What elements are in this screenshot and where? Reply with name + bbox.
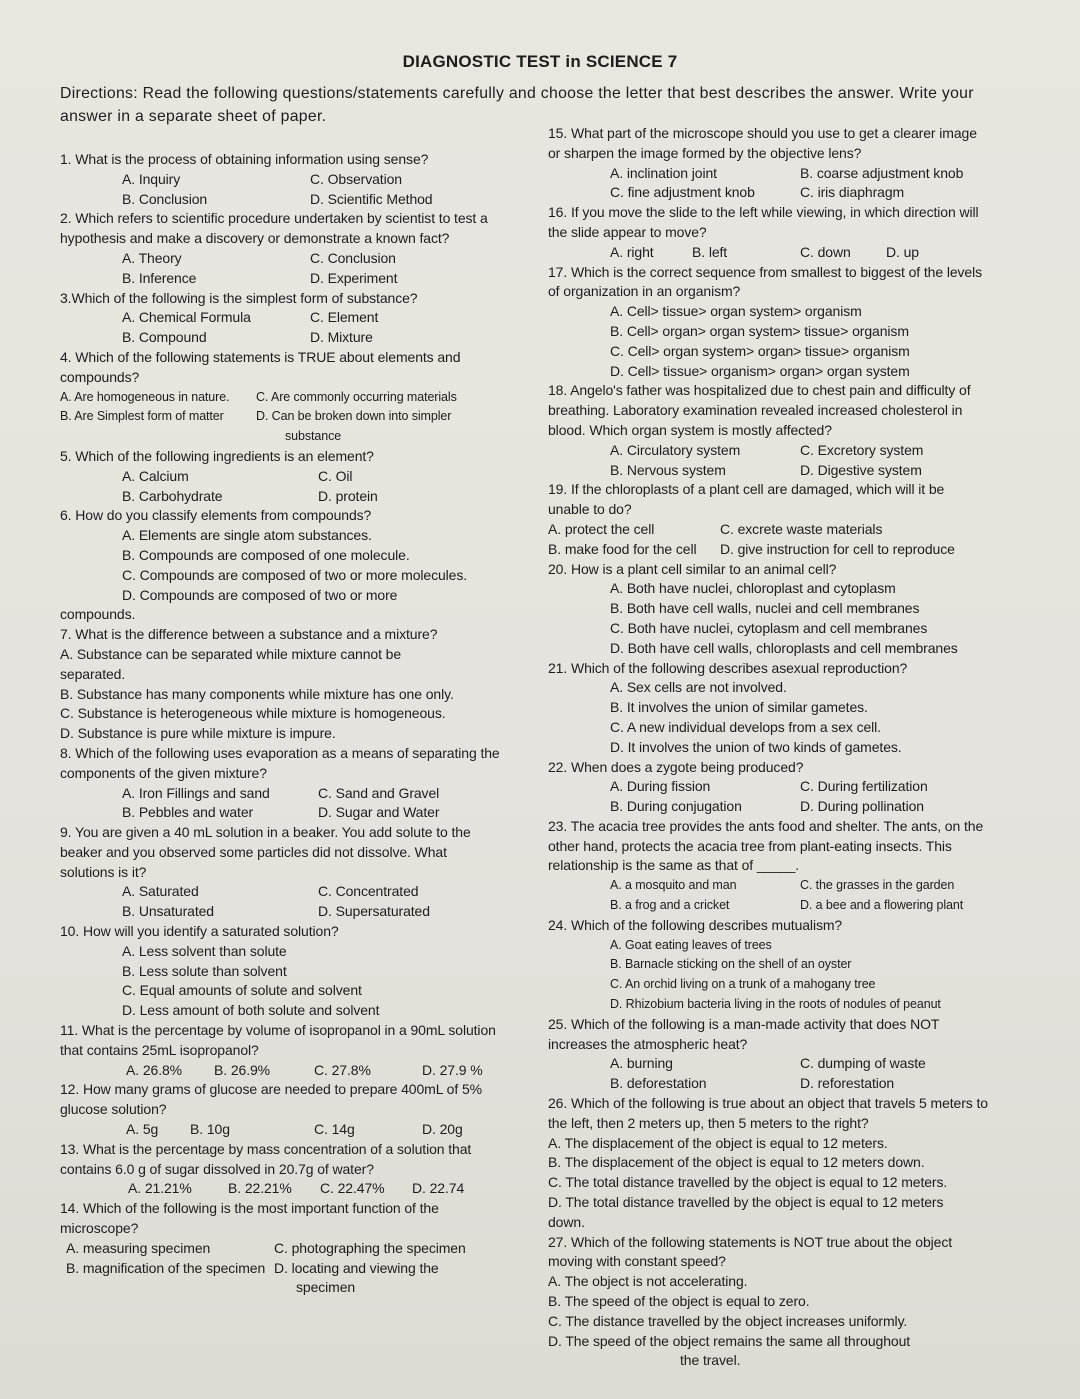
question-text: 22. When does a zygote being produced? <box>548 758 804 775</box>
option-b: B. deforestation <box>610 1075 707 1092</box>
option-c: C. Are commonly occurring materials <box>256 389 457 404</box>
question-23 <box>548 817 988 916</box>
option-a: A. Saturated <box>122 883 199 900</box>
option-b: B. Carbohydrate <box>122 487 223 504</box>
question-11 <box>60 1021 500 1080</box>
option-c: C. Both have nuclei, cytoplasm and cell membranes <box>610 619 928 636</box>
option-d-continued: substance <box>285 429 342 444</box>
question-7 <box>60 625 500 744</box>
question-text: 9. You are given a 40 mL solution in a beaker. You add solute to the beaker and you observed some particles did not dissolve. What solutions is it? <box>60 824 471 880</box>
question-text: 26. Which of the following is true about an object that travels 5 meters to the left, then 2 meters up, then 5 meters to the right? <box>548 1095 988 1131</box>
option-d: D. Mixture <box>310 329 373 346</box>
question-5 <box>60 447 500 506</box>
question-15 <box>548 124 988 203</box>
question-text: 25. Which of the following is a man-made activity that does NOT increases the atmospheric heat? <box>548 1015 940 1052</box>
option-d: D. Cell> tissue> organism> organ> organ system <box>610 362 910 379</box>
option-c: C. Compounds are composed of two or more molecules. <box>122 566 468 583</box>
question-text: 18. Angelo's father was hospitalized due to chest pain and difficulty of breathing. Laboratory examination revealed increased cholesterol in blood. Which organ system is mostly affected? <box>548 382 971 438</box>
question-text: 2. Which refers to scientific procedure undertaken by scientist to test a hypothesis and make a discovery or demonstrate a known fact? <box>60 210 488 247</box>
option-a: A. protect the cell <box>548 520 655 537</box>
question-text: 10. How will you identify a saturated solution? <box>60 923 339 940</box>
option-a: A. burning <box>610 1055 673 1072</box>
question-text: 6. How do you classify elements from compounds? <box>60 507 372 524</box>
option-b: B. Unsaturated <box>122 903 214 920</box>
option-a: A. 5g <box>126 1121 159 1138</box>
option-d: D. It involves the union of two kinds of gametes. <box>610 738 902 755</box>
question-2 <box>60 209 500 288</box>
option-d-continued: the travel. <box>680 1352 741 1369</box>
question-text: 8. Which of the following uses evaporation as a means of separating the components of the given mixture? <box>60 744 500 781</box>
option-c: C. 27.8% <box>314 1061 371 1078</box>
question-19 <box>548 480 988 559</box>
option-a: A. measuring specimen <box>66 1239 211 1256</box>
question-22 <box>548 758 988 817</box>
option-c: C. Excretory system <box>800 441 924 458</box>
option-a: A. Goat eating leaves of trees <box>610 937 772 952</box>
option-a-continued: separated. <box>60 665 126 682</box>
option-a: A. Calcium <box>122 467 189 484</box>
question-text: 13. What is the percentage by mass concentration of a solution that contains 6.0 g of sugar dissolved in 20.7g of water? <box>60 1140 472 1177</box>
option-d: D. Experiment <box>310 269 398 286</box>
option-b: B. Are Simplest form of matter <box>60 409 224 424</box>
option-b: B. Inference <box>122 269 197 286</box>
option-a: A. Inquiry <box>122 170 181 187</box>
option-a: A. Cell> tissue> organ system> organism <box>610 303 862 320</box>
option-b: B. Pebbles and water <box>122 804 254 821</box>
option-d-continued: compounds. <box>60 606 136 623</box>
option-d: D. Sugar and Water <box>318 804 440 821</box>
option-c: C. During fertilization <box>800 778 928 795</box>
option-a: A. Substance can be separated while mixture cannot be <box>60 645 402 662</box>
option-a: A. inclination joint <box>610 164 717 181</box>
question-25 <box>548 1015 988 1094</box>
option-d: D. a bee and a flowering plant <box>800 898 964 913</box>
option-b: B. The speed of the object is equal to zero. <box>548 1293 810 1310</box>
option-b: B. Compound <box>122 329 207 346</box>
option-a: A. 26.8% <box>126 1061 183 1078</box>
option-a: A. Sex cells are not involved. <box>610 679 787 696</box>
left-column <box>60 150 500 1298</box>
option-c: C. Element <box>310 309 379 326</box>
option-b: B. Substance has many components while mixture has one only. <box>60 685 454 702</box>
question-text: 24. Which of the following describes mutualism? <box>548 916 843 933</box>
option-c: C. An orchid living on a trunk of a mahogany tree <box>610 977 876 992</box>
option-a: A. Iron Fillings and sand <box>122 784 270 801</box>
option-a: A. Elements are single atom substances. <box>122 527 372 544</box>
question-text: 12. How many grams of glucose are needed to prepare 400mL of 5% glucose solution? <box>60 1081 482 1118</box>
option-a: A. right <box>610 243 654 260</box>
option-b: B. Compounds are composed of one molecule. <box>122 546 410 563</box>
question-text: 14. Which of the following is the most important function of the microscope? <box>60 1200 439 1237</box>
option-b: B. 22.21% <box>228 1180 292 1197</box>
option-d: D. Both have cell walls, chloroplasts and cell membranes <box>610 639 958 656</box>
question-text: 16. If you move the slide to the left while viewing, in which direction will the slide appear to move? <box>548 204 979 240</box>
right-column <box>548 124 988 1371</box>
option-c: C. Concentrated <box>318 883 419 900</box>
page-title: DIAGNOSTIC TEST in SCIENCE 7 <box>402 52 678 71</box>
question-8 <box>60 744 500 823</box>
option-d: D. reforestation <box>800 1075 895 1092</box>
option-b: B. left <box>692 243 728 260</box>
question-13 <box>60 1140 500 1199</box>
option-d: D. Scientific Method <box>310 190 433 207</box>
option-c: C. A new individual develops from a sex cell. <box>610 718 881 735</box>
option-a: A. Less solvent than solute <box>122 942 287 959</box>
question-text: 15. What part of the microscope should you use to get a clearer image or sharpen the image formed by the objective lens? <box>548 125 977 161</box>
option-c: C. dumping of waste <box>800 1055 926 1072</box>
header <box>0 52 1080 128</box>
question-1 <box>60 150 500 209</box>
question-text: 4. Which of the following statements is TRUE about elements and compounds? <box>60 348 461 385</box>
option-a: A. During fission <box>610 778 711 795</box>
question-27 <box>548 1233 988 1372</box>
option-d: D. 20g <box>422 1121 463 1138</box>
option-a: A. 21.21% <box>128 1180 192 1197</box>
option-b: B. Nervous system <box>610 461 726 478</box>
option-b: B. Both have cell walls, nuclei and cell membranes <box>610 600 920 617</box>
option-c: C. photographing the specimen <box>274 1239 466 1256</box>
question-10 <box>60 922 500 1021</box>
option-c: C. fine adjustment knob <box>610 184 755 201</box>
question-14 <box>60 1199 500 1298</box>
option-d: D. Digestive system <box>800 461 922 478</box>
question-24 <box>548 916 988 1015</box>
option-d-continued: down. <box>548 1213 585 1230</box>
option-d: D. protein <box>318 487 378 504</box>
option-c: C. the grasses in the garden <box>800 878 955 893</box>
option-b: B. coarse adjustment knob <box>800 164 964 181</box>
option-c: C. excrete waste materials <box>720 520 883 537</box>
question-16 <box>548 203 988 262</box>
option-c: C. Oil <box>318 467 353 484</box>
option-d: D. Compounds are composed of two or more <box>122 586 398 603</box>
option-a: A. Both have nuclei, chloroplast and cytoplasm <box>610 580 896 597</box>
option-a: A. Are homogeneous in nature. <box>60 389 230 404</box>
option-a: A. Theory <box>122 249 182 266</box>
question-text: 23. The acacia tree provides the ants food and shelter. The ants, on the other hand, protects the acacia tree from plant-eating insects. This relationship is the same as that of _____. <box>548 817 984 874</box>
question-21 <box>548 659 988 758</box>
option-d: D. The speed of the object remains the same all throughout <box>548 1332 911 1349</box>
question-text: 11. What is the percentage by volume of isopropanol in a 90mL solution that contains 25mL isopropanol? <box>60 1022 496 1058</box>
directions: Directions: Read the following questions/statements carefully and choose the letter that best describes the answer. Write your answer in a separate sheet of paper. <box>60 85 974 125</box>
option-c: C. 14g <box>314 1121 355 1138</box>
option-b: B. Less solute than solvent <box>122 962 287 979</box>
option-c: C. Substance is heterogeneous while mixture is homogeneous. <box>60 705 446 722</box>
option-b: B. magnification of the specimen <box>66 1259 266 1276</box>
question-text: 20. How is a plant cell similar to an animal cell? <box>548 560 837 577</box>
question-20 <box>548 560 988 659</box>
option-c: C. The total distance travelled by the object is equal to 12 meters. <box>548 1174 948 1191</box>
option-c: C. down <box>800 243 851 260</box>
option-c: C. Sand and Gravel <box>318 784 440 801</box>
option-c: C. The distance travelled by the object increases uniformly. <box>548 1312 908 1329</box>
option-a: A. The object is not accelerating. <box>548 1273 748 1290</box>
option-d: D. The total distance travelled by the object is equal to 12 meters <box>548 1194 944 1211</box>
question-4 <box>60 348 500 447</box>
question-18 <box>548 381 988 480</box>
option-c: C. Equal amounts of solute and solvent <box>122 982 362 999</box>
option-d: D. Less amount of both solute and solvent <box>122 1002 380 1019</box>
option-d: D. Can be broken down into simpler <box>256 409 452 424</box>
option-b: B. 26.9% <box>214 1061 271 1078</box>
option-c: C. 22.47% <box>320 1180 385 1197</box>
question-text: 17. Which is the correct sequence from smallest to biggest of the levels of organization in an organism? <box>548 263 983 300</box>
question-text: 21. Which of the following describes asexual reproduction? <box>548 659 908 676</box>
option-d-continued: specimen <box>296 1279 356 1296</box>
option-b: B. Conclusion <box>122 190 208 207</box>
option-d: D. locating and viewing the <box>274 1259 439 1276</box>
question-text: 1. What is the process of obtaining information using sense? <box>60 151 429 167</box>
option-a: A. Chemical Formula <box>122 309 251 326</box>
question-text: 27. Which of the following statements is NOT true about the object moving with constant speed? <box>548 1233 953 1270</box>
option-b: B. a frog and a cricket <box>610 898 730 913</box>
question-text: 3.Which of the following is the simplest form of substance? <box>60 289 418 306</box>
option-d: D. Supersaturated <box>318 903 430 920</box>
option-d: D. 27.9 % <box>422 1061 483 1078</box>
question-26 <box>548 1094 988 1233</box>
option-b: B. make food for the cell <box>548 540 697 557</box>
question-text: 7. What is the difference between a substance and a mixture? <box>60 626 438 643</box>
option-d: D. give instruction for cell to reproduce <box>720 540 955 557</box>
option-b: B. The displacement of the object is equal to 12 meters down. <box>548 1154 925 1171</box>
option-d: C. iris diaphragm <box>800 184 905 201</box>
option-d: D. 22.74 <box>412 1180 465 1197</box>
option-a: A. Circulatory system <box>610 441 741 458</box>
option-c: C. Cell> organ system> organ> tissue> organism <box>610 342 910 359</box>
option-b: B. Cell> organ> organ system> tissue> organism <box>610 322 909 339</box>
option-b: B. 10g <box>190 1121 230 1138</box>
option-d: D. Rhizobium bacteria living in the roots of nodules of peanut <box>610 997 941 1012</box>
question-text: 5. Which of the following ingredients is an element? <box>60 447 374 464</box>
option-c: C. Conclusion <box>310 249 396 266</box>
question-9 <box>60 823 500 922</box>
question-text: 19. If the chloroplasts of a plant cell are damaged, which will it be unable to do? <box>548 481 945 518</box>
option-b: B. Barnacle sticking on the shell of an oyster <box>610 957 852 972</box>
option-d: D. During pollination <box>800 798 924 815</box>
option-d: D. Substance is pure while mixture is impure. <box>60 725 336 742</box>
question-17 <box>548 263 988 382</box>
option-d: D. up <box>886 243 919 260</box>
option-a: A. a mosquito and man <box>610 878 737 893</box>
question-3 <box>60 289 500 348</box>
option-b: B. During conjugation <box>610 798 742 815</box>
option-c: C. Observation <box>310 170 402 187</box>
option-b: B. It involves the union of similar gametes. <box>610 699 868 716</box>
question-6 <box>60 506 500 625</box>
question-12 <box>60 1080 500 1139</box>
option-a: A. The displacement of the object is equal to 12 meters. <box>548 1134 888 1151</box>
